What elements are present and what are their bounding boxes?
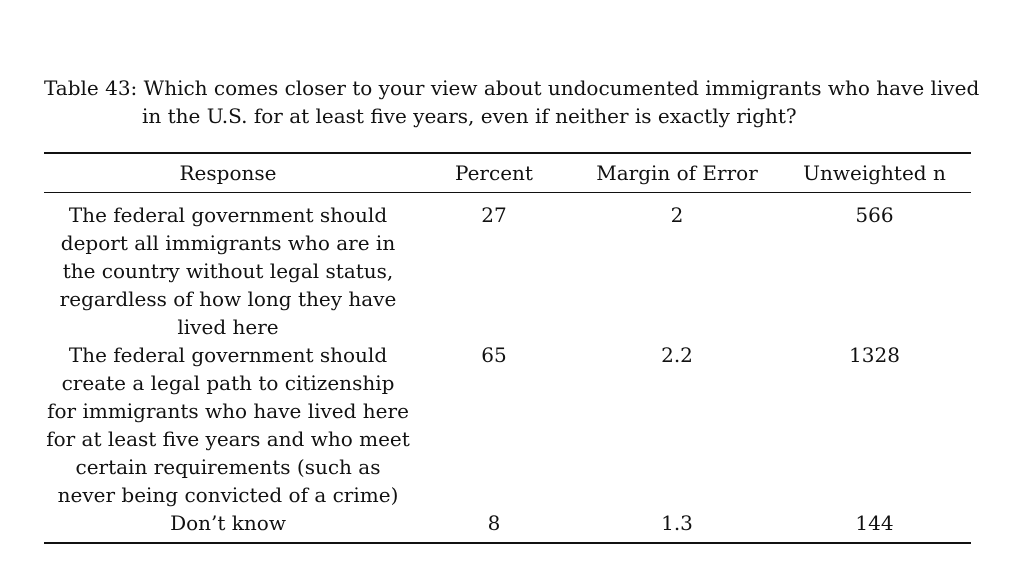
table-row	[44, 341, 971, 509]
margin-of-error-cell: 2	[670, 203, 684, 227]
header-response: Response	[44, 153, 412, 193]
header-margin-of-error: Margin of Error	[576, 153, 778, 193]
table-row	[44, 509, 971, 543]
header-row	[44, 153, 971, 193]
header-percent: Percent	[412, 153, 576, 193]
table-row	[44, 193, 971, 342]
response-cell: The federal government should deport all immigrants who are in the country without legal status, regardless of how long they have lived here	[59, 203, 397, 339]
percent-cell: 27	[481, 203, 507, 227]
response-cell: The federal government should create a legal path to citizenship for immigrants who have lived here for at least five years and who meet certain requirements (such as never being convicted of a crime)	[46, 343, 410, 507]
response-cell: Don’t know	[44, 509, 412, 543]
unweighted-n-cell: 566	[855, 203, 894, 227]
margin-of-error-cell: 2.2	[661, 343, 693, 367]
percent-cell: 65	[481, 343, 507, 367]
caption-line-1: Table 43: Which comes closer to your view about undocumented immigrants who have lived	[44, 76, 980, 100]
table-caption	[44, 74, 980, 130]
table-body	[44, 193, 971, 544]
unweighted-n-cell: 144	[778, 509, 971, 543]
results-table	[44, 152, 971, 544]
margin-of-error-cell: 1.3	[576, 509, 778, 543]
percent-cell: 8	[412, 509, 576, 543]
table-header	[44, 153, 971, 193]
header-unweighted-n: Unweighted n	[778, 153, 971, 193]
caption-line-2: in the U.S. for at least five years, even if neither is exactly right?	[142, 104, 797, 128]
unweighted-n-cell: 1328	[849, 343, 900, 367]
